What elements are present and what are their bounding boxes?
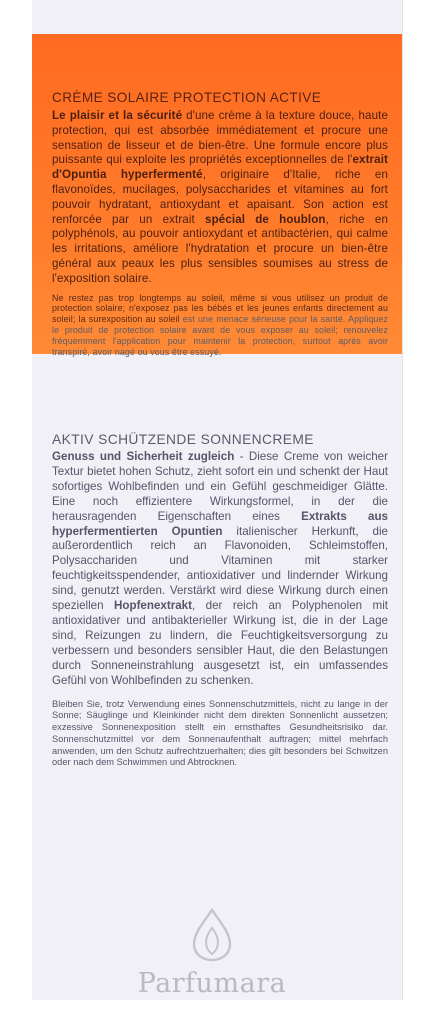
french-description: Le plaisir et la sécurité d'une crème à la texture douce, haute protection, qui est absorbée immédiatement et procure une sensation de lisseur et de bien-être. Une formule encore plus puissante qui exploite les propriétés exceptionnelles de l'extrait d'Opuntia hyperfermenté, originaire d'Italie, riche en flavonoïdes, mucilages, polysaccharides et vitamines au fort pouvoir hydratant, antioxydant et apaisant. Son action est renforcée par un extrait spécial de houblon, riche en polyphénols, au pouvoir antioxydant et antibactérien, qui calme les irritations, améliore l'hydratation et procure un bien-être général aux peaux les plus sensibles soumises au stress de l'exposition solaire. [52, 109, 388, 285]
watermark-brand: Parfumara [137, 968, 287, 999]
german-description: Genuss und Sicherheit zugleich - Diese Creme von weicher Textur bietet hohen Schutz, zieht sofort ein und schenkt der Haut sofortiges Wohlbefinden und ein Gefühl geschmeidiger Glätte. Eine noch effizientere Wirkungsformel, in der die herausragenden Eigenschaften eines Extrakts aus hyperfermentierten Opuntien italienischer Herkunft, die außerordentlich reich an Flavonoiden, Schleimstoffen, Polysacchariden und Vitaminen mit starker feuchtigkeitsspendender, antioxidativer und lindernder Wirkung sind, genutzt werden. Verstärkt wird diese Wirkung durch einen speziellen Hopfenextrakt, der reich an Polyphenolen mit antioxidativer und antibakterieller Wirkung ist, die in der Lage sind, Reizungen zu lindern, die Feuchtigkeitsversorgung zu verbessern und besonders sensibler Haut, die den Belastungen durch Sonneneinstrahlung ausgesetzt ist, ein umfassendes Gefühl von Wohlbefinden zu schenken. [52, 450, 389, 687]
german-warning: Bleiben Sie, trotz Verwendung eines Sonnenschutzmittels, nicht zu lange in der Sonne; Säuglinge und Kleinkinder nicht dem direkten Sonnenlicht aussetzen; exzessive Sonnenexposition stellt ein ernsthaftes Gesundheitsrisiko dar. Sonnenschutzmittel vor dem Sonnenaufenthalt auftragen; mittel mehrfach anwenden, um den Schutz aufrechtzuerhalten; dies gilt besonders bei Schwitzen oder nach dem Schwimmen und Abtrocknen. [52, 698, 388, 768]
german-section [52, 432, 388, 769]
drop-leaf-icon [190, 908, 234, 962]
french-section [52, 90, 388, 358]
french-warning: Ne restez pas trop longtemps au soleil, même si vous utilisez un produit de protection solaire; n'exposez pas les bébés et les jeunes enfants directement au soleil; la surexposition au soleil est une menace sérieuse pour la santé. Appliquez le produit de protection solaire avant de vous exposer au soleil; renouvelez fréquemment l'application pour maintenir la protection, surtout après avoir transpiré, avoir nagé ou vous être essuyé. [52, 292, 388, 358]
german-title: AKTIV SCHÜTZENDE SONNENCREME [52, 432, 314, 447]
french-title: CRÈME SOLAIRE PROTECTION ACTIVE [52, 90, 322, 105]
watermark-logo [0, 908, 424, 999]
